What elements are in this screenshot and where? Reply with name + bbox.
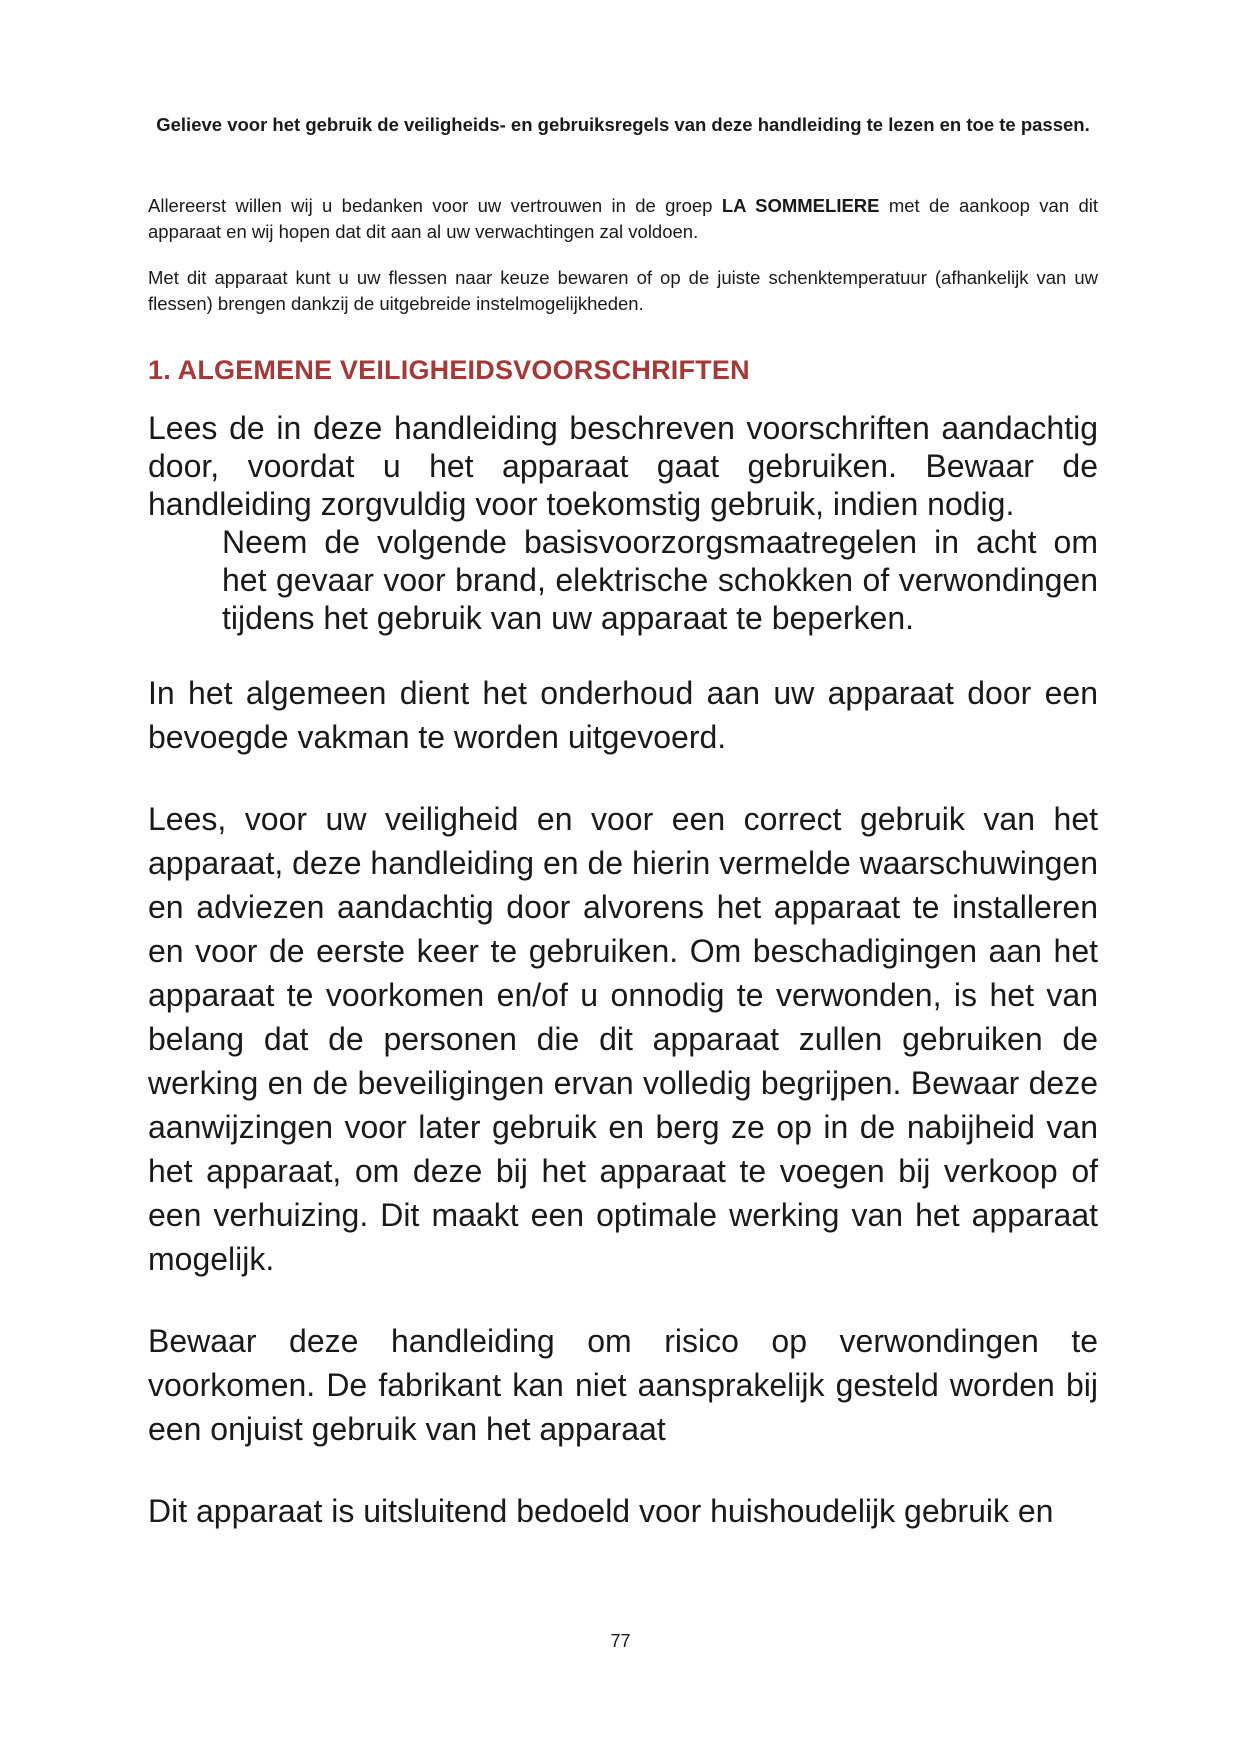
page-content — [148, 110, 1098, 1533]
safety-paragraph-household-use: Dit apparaat is uitsluitend bedoeld voor huishoudelijk gebruik en — [148, 1493, 1054, 1529]
intro-text-after: met de aankoop van dit apparaat en wij hopen dat dit aan al uw verwachtingen zal voldoen. — [148, 195, 1099, 242]
intro-text-before: Allereerst willen wij u bedanken voor uw vertrouwen in de groep — [148, 195, 722, 216]
page-number: 77 — [610, 1631, 631, 1651]
intro-paragraph-thanks — [148, 193, 1098, 245]
safety-paragraph-precautions: Neem de volgende basisvoorzorgsmaatregelen in acht om het gevaar voor brand, elektrische schokken of verwondingen tijdens het gebruik van uw apparaat te beperken. — [222, 524, 1098, 636]
section-heading: 1. ALGEMENE VEILIGHEIDSVOORSCHRIFTEN — [148, 355, 750, 385]
safety-paragraph-keep-manual: Bewaar deze handleiding om risico op verwondingen te voorkomen. De fabrikant kan niet aansprakelijk gesteld worden bij een onjuist gebruik van het apparaat — [148, 1323, 1098, 1447]
intro-paragraph-usage: Met dit apparaat kunt u uw flessen naar keuze bewaren of op de juiste schenktemperatuur (afhankelijk van uw flessen) brengen dankzij de uitgebreide instelmogelijkheden. — [148, 267, 1098, 314]
safety-paragraph-instructions: Lees, voor uw veiligheid en voor een correct gebruik van het apparaat, deze handleiding en de hierin vermelde waarschuwingen en adviezen aandachtig door alvorens het apparaat te installeren en voor de eerste keer te gebruiken. Om beschadigingen aan het apparaat te voorkomen en/of u onnodig te verwonden, is het van belang dat de personen die dit apparaat zullen gebruiken de werking en de beveiligingen ervan volledig begrijpen. Bewaar deze aanwijzingen voor later gebruik en berg ze op in de nabijheid van het apparaat, om deze bij het apparaat te voegen bij verkoop of een verhuizing. Dit maakt een optimale werking van het apparaat mogelijk. — [148, 801, 1098, 1277]
safety-paragraph-read — [148, 409, 1098, 637]
header-note: Gelieve voor het gebruik de veiligheids- en gebruiksregels van deze handleiding te lezen en toe te passen. — [156, 114, 1090, 135]
safety-paragraph-maintenance: In het algemeen dient het onderhoud aan uw apparaat door een bevoegde vakman te worden uitgevoerd. — [148, 675, 1098, 755]
safety-paragraph-read-text: Lees de in deze handleiding beschreven voorschriften aandachtig door, voordat u het apparaat gaat gebruiken. Bewaar de handleiding zorgvuldig voor toekomstig gebruik, indien nodig. — [148, 410, 1098, 522]
brand-name: LA SOMMELIERE — [721, 195, 880, 216]
